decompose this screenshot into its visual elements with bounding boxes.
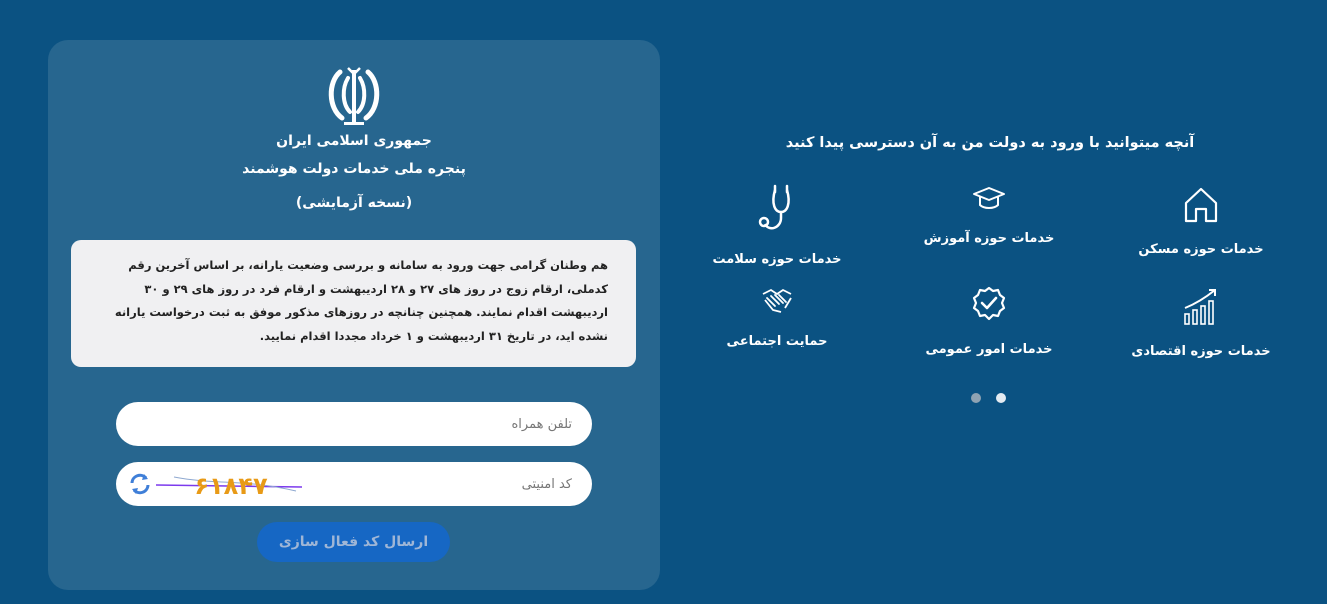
country-name: جمهوری اسلامی ایران: [276, 133, 432, 149]
refresh-icon[interactable]: [132, 474, 148, 494]
stethoscope-icon: [757, 184, 797, 234]
notice-text: هم وطنان گرامی جهت ورود به سامانه و بررسی وضعیت یارانه، بر اساس آخرین رقم کدملی، ارقام زوج در روز های ۲۷ و ۲۸ اردیبهشت و ارقام فرد در روز های ۲۹ و ۳۰ اردیبهشت اقدام نمایند. همچنین چنانچه در روزهای مذکور موفق به ثبت درخواست یارانه نشده اید، در تاریخ ۳۱ اردیبهشت و ۱ خرداد مجددا اقدام نمایید.: [114, 258, 608, 343]
send-activation-code-button[interactable]: ارسال کد فعال سازی: [257, 522, 450, 562]
notice-box: [71, 240, 636, 367]
graduation-cap-icon: [971, 184, 1007, 214]
chart-growth-icon: [1181, 286, 1221, 328]
captcha: [126, 469, 316, 499]
service-education[interactable]: [894, 184, 1084, 246]
home-icon: [1181, 184, 1221, 226]
service-label: خدمات حوزه آموزش: [923, 231, 1055, 246]
carousel-dot-active[interactable]: [996, 393, 1006, 403]
promo-title: آنچه میتوانید با ورود به دولت من به آن دسترسی پیدا کنید: [785, 135, 1195, 151]
phone-field[interactable]: [116, 402, 592, 446]
portal-name: پنجره ملی خدمات دولت هوشمند: [242, 161, 466, 177]
captcha-graphic: [126, 469, 316, 499]
phone-input[interactable]: [116, 402, 592, 446]
service-label: خدمات حوزه سلامت: [712, 252, 842, 267]
service-label: حمایت اجتماعی: [726, 334, 828, 349]
version-note: (نسخه آزمایشی): [295, 195, 413, 211]
service-health[interactable]: [682, 184, 872, 267]
captcha-code: ۶۱۸۴۷: [194, 472, 268, 499]
security-code-field[interactable]: [116, 462, 592, 506]
handshake-icon: [759, 286, 795, 316]
service-public-affairs[interactable]: [894, 286, 1084, 357]
service-housing[interactable]: [1106, 184, 1296, 257]
iran-emblem-icon: [322, 64, 386, 130]
service-label: خدمات حوزه اقتصادی: [1131, 344, 1271, 359]
service-label: خدمات حوزه مسکن: [1138, 242, 1264, 257]
service-label: خدمات امور عمومی: [925, 342, 1053, 357]
service-social-support[interactable]: [682, 286, 872, 349]
service-economic[interactable]: [1106, 286, 1296, 359]
carousel-dot[interactable]: [971, 393, 981, 403]
badge-check-icon: [971, 286, 1007, 322]
